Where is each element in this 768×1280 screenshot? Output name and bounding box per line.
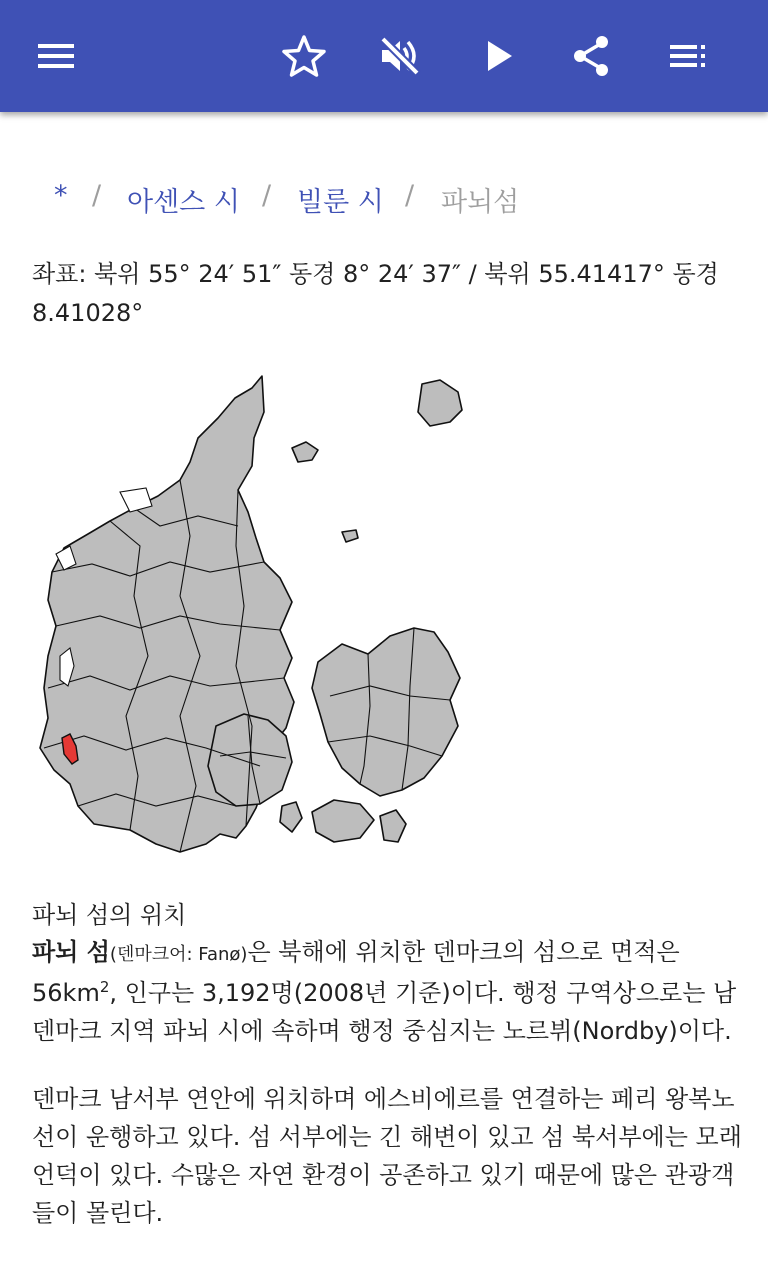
breadcrumb-root-link[interactable]: *	[54, 180, 68, 211]
app-bar	[0, 0, 768, 112]
volume-off-icon[interactable]	[376, 32, 424, 80]
hamburger-menu-icon[interactable]	[32, 32, 80, 80]
breadcrumb-separator: /	[262, 180, 272, 211]
paragraph-1-part-b: , 인구는 3,192명(2008년 기준)이다. 행정 구역상으로는 남덴마크 지역 파뇌 시에 속하며 행정 중심지는 노르뷔(Nordby)이다.	[32, 979, 737, 1045]
lolland-falster-region	[312, 800, 374, 842]
language-note: (덴마크어: Fanø)	[109, 944, 248, 965]
map-caption: 파뇌 섬의 위치	[32, 901, 187, 929]
coordinates-text: 좌표: 북위 55° 24′ 51″ 동경 8° 24′ 37″ / 북위 55.41417° 동경 8.41028°	[32, 260, 719, 327]
breadcrumb-current: 파뇌섬	[441, 187, 520, 218]
article-paragraph-1	[32, 933, 742, 1050]
bornholm-region	[418, 380, 462, 426]
play-icon[interactable]	[474, 32, 522, 80]
star-outline-icon[interactable]	[280, 32, 328, 80]
breadcrumb-separator: /	[92, 180, 102, 211]
breadcrumb-link-billund[interactable]: 빌룬 시	[297, 187, 384, 218]
list-icon[interactable]	[664, 32, 712, 80]
location-map[interactable]	[30, 366, 480, 886]
article-title-bold: 파뇌 섬	[32, 938, 110, 966]
breadcrumb-separator: /	[405, 180, 415, 211]
breadcrumb-link-aarhus[interactable]: 아센스 시	[127, 187, 240, 218]
breadcrumb	[0, 172, 768, 222]
share-icon[interactable]	[568, 32, 616, 80]
article-body	[32, 933, 742, 1232]
paragraph-1-part-a: 은 북해에 위치한 덴마크의 섬으로 면적은 56km	[32, 938, 680, 1007]
zealand-region	[312, 628, 460, 796]
area-superscript: 2	[99, 978, 110, 996]
article-paragraph-2: 덴마크 남서부 연안에 위치하며 에스비에르를 연결하는 페리 왕복노선이 운행하고 있다. 섬 서부에는 긴 해변이 있고 섬 북서부에는 모래언덕이 있다. 수많은 자연 환경이 공존하고 있기 때문에 많은 관광객들이 몰린다.	[32, 1085, 742, 1227]
